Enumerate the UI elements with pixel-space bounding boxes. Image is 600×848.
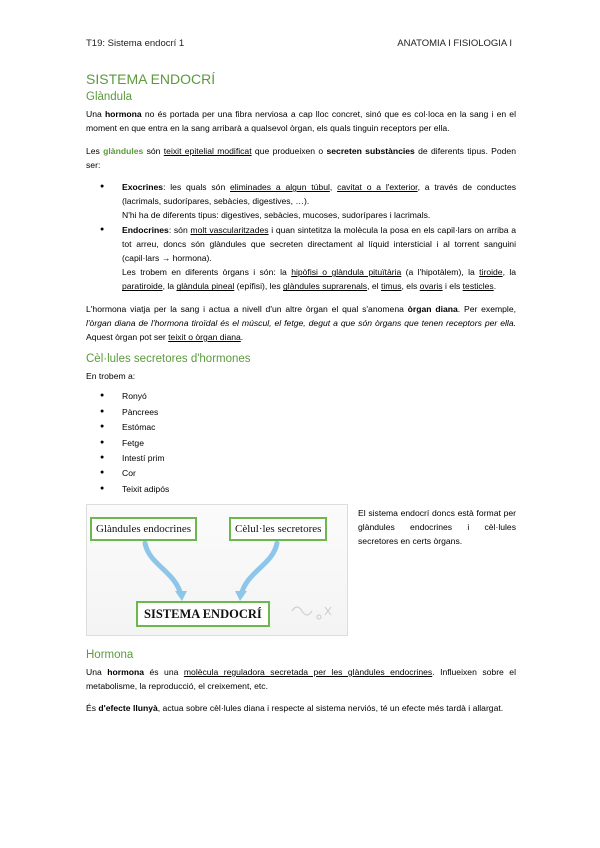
list-item: ● Pàncrees <box>122 405 516 419</box>
arrow-right-icon <box>241 543 277 595</box>
secretory-organs-list <box>86 389 516 496</box>
list-item: ● Cor <box>122 466 516 480</box>
section-heading-cellules: Cèl·lules secretores d'hormones <box>86 353 251 366</box>
diagram-box-glandules: Glàndules endocrines <box>90 517 197 541</box>
document-body <box>86 72 516 724</box>
diagram-box-cellules: Cèlul·les secretores <box>229 517 327 541</box>
diagram-row <box>86 504 516 636</box>
arrowhead-left-icon <box>175 591 187 601</box>
list-item: ● Intestí prim <box>122 451 516 465</box>
list-item: ● Fetge <box>122 436 516 450</box>
paragraph-efecte: És d'efecte llunyà, actua sobre cèl·lules diana i respecte al sistema nerviós, té un efecte més tardà i allargat. <box>86 703 504 714</box>
list-item: ● Ronyó <box>122 389 516 403</box>
list-item: ● Teixit adipós <box>122 482 516 496</box>
page-title: SISTEMA ENDOCRÍ <box>86 71 216 87</box>
gland-types-list <box>86 180 516 294</box>
paragraph-hormona-def: Una hormona és una molècula reguladora secretada per les glàndules endocrines. Influeixen sobre el metabolisme, la reproducció, el creixement, etc. <box>86 667 516 692</box>
diagram-box-sistema: SISTEMA ENDOCRÍ <box>136 601 270 627</box>
diagram-caption: El sistema endocrí doncs està format per glàndules endocrines i cèl·lules secretores en certs òrgans. <box>358 508 516 547</box>
list-item: ● Estómac <box>122 420 516 434</box>
list-item-endocrines: ● Endocrines: són molt vascularitzades i quan sintetitza la molècula la posa en els capil·lars on arriba a tot arreu, doncs són glàndules que secreten directament al líquid intersticial i al torrent sanguini (capil·lars → hormona). Les trobem en diferents òrgans i són: la hipòfisi o glàndula pituïtària (a l'hipotàlem), la tiroide, la paratiroide, la glàndula pineal (epífisi), les glàndules suprarenals, el timus, els ovaris i els testicles. <box>122 223 516 294</box>
paragraph-glandules: Les glàndules són teixit epitelial modificat que produeixen o secreten substàncies de diferents tipus. Poden ser: <box>86 145 516 170</box>
paragraph-hormona-intro: Una hormona no és portada per una fibra nerviosa a cap lloc concret, sinó que es col·loca en la sang i en el moment en que entra en la sang arribarà a qualsevol òrgan, els quals tinguin receptors per ella. <box>86 109 516 134</box>
section-heading-hormona: Hormona <box>86 649 134 661</box>
arrow-left-icon <box>145 543 181 595</box>
arrowhead-right-icon <box>235 591 247 601</box>
decorative-doodle-icon <box>292 607 331 619</box>
header-subject: ANATOMIA I FISIOLOGIA I <box>397 38 512 49</box>
section-heading-glandula: Glàndula <box>86 91 133 104</box>
paragraph-organ-diana: L'hormona viatja per la sang i actua a nivell d'un altre òrgan el qual s'anomena òrgan diana. Per exemple, l'òrgan diana de l'hormona tiroïdal és el múscul, el fetge, degut a que són òrgans que tenen receptors per ella. Aquest òrgan pot ser teixit o òrgan diana. <box>86 303 516 343</box>
list-item-exocrines: ● Exocrines: les quals són eliminades a algun túbul, cavitat o a l'exterior, a través de conductes (lacrimals, sudorípares, sebàcies, digestives, …). N'hi ha de diferents tipus: digestives, sebàcies, mucoses, sudorípares i lacrimals. <box>122 180 516 223</box>
cellules-intro: En trobem a: <box>86 371 136 382</box>
endocrine-system-diagram <box>86 504 348 636</box>
header-course: T19: Sistema endocrí 1 <box>86 38 185 49</box>
